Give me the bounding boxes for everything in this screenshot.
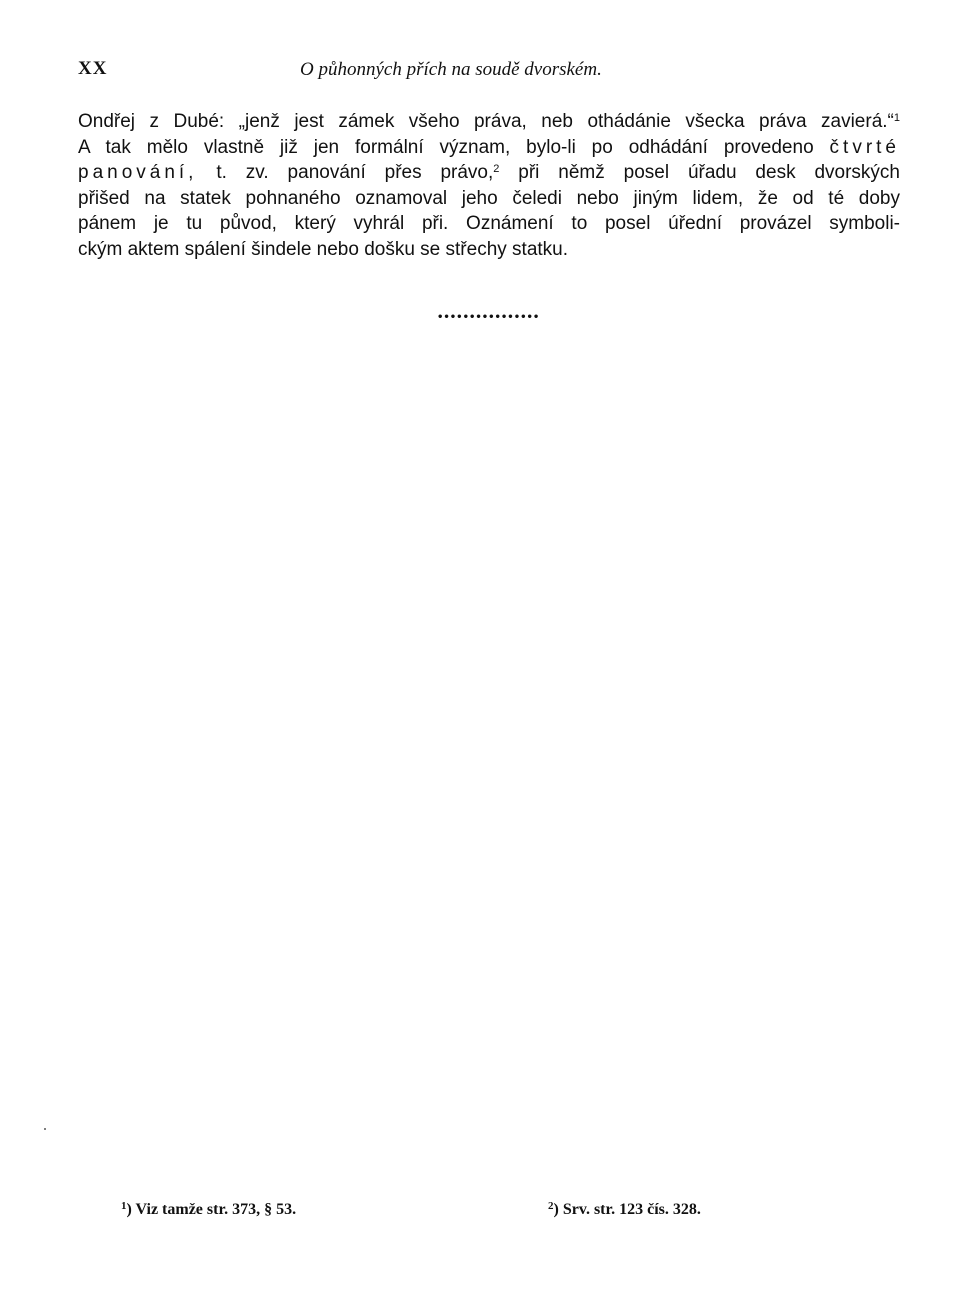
body-line-3 xyxy=(78,160,900,186)
scan-speck xyxy=(44,1128,46,1130)
body-line-3-text-a: t. zv. panování přes právo, xyxy=(197,162,494,184)
body-line-4: přišed na statek pohnaného oznamoval jeho čeledi nebo jiným lidem, že od té doby xyxy=(78,187,900,209)
page-number: XX xyxy=(78,58,108,79)
footnote-1-marker: 1 xyxy=(121,1200,127,1212)
footnote-ref-1: 1 xyxy=(893,112,900,124)
body-line-1-text: Ondřej z Dubé: „jenž jest zámek všeho práva, neb othádánie všecka práva zavierá.“ xyxy=(78,111,894,132)
running-title: O půhonných přích na soudě dvorském. xyxy=(300,59,602,80)
body-line-6: ckým aktem spálení šindele nebo došku se střechy statku. xyxy=(78,238,569,260)
footnote-2-text: ) Srv. str. 123 čís. 328. xyxy=(553,1201,701,1218)
body-line-1 xyxy=(78,109,900,135)
body-line-2 xyxy=(78,135,900,161)
emphasized-word-ctvrte: čtvrté xyxy=(829,136,900,158)
emphasized-word-panovani: panování, xyxy=(78,162,198,184)
footnote-ref-2: 2 xyxy=(493,163,500,176)
section-break-ornament: •••••••••••••••• xyxy=(437,312,540,323)
footnote-1 xyxy=(121,1201,296,1219)
body-line-2-text: A tak mělo vlastně již jen formální význam, bylo-li po odhádání provedeno xyxy=(78,136,814,158)
body-line-5: pánem je tu původ, který vyhrál při. Oznámení to posel úřední provázel symboli- xyxy=(78,213,900,235)
body-paragraph xyxy=(78,109,900,263)
footnote-2-marker: 2 xyxy=(548,1200,554,1212)
footnote-1-text: ) Viz tamže str. 373, § 53. xyxy=(126,1201,297,1218)
footnote-2 xyxy=(548,1201,701,1219)
body-line-3-text-b: při němž posel úřadu desk dvorských xyxy=(499,162,900,184)
